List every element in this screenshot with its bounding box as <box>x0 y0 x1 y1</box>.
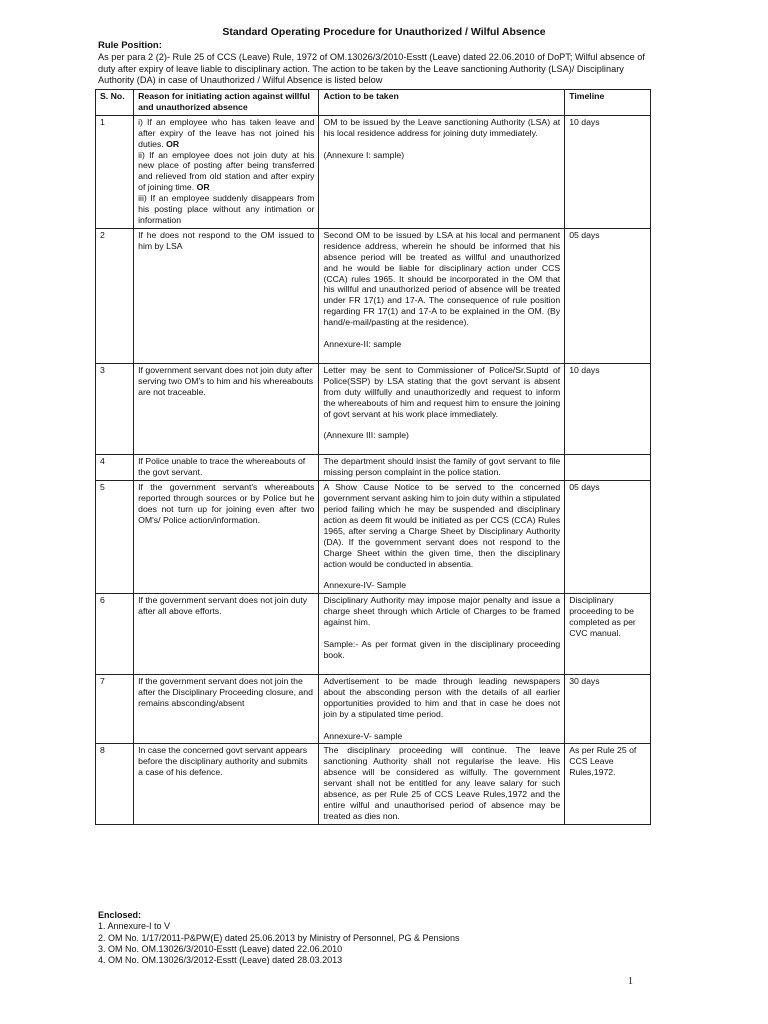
row-sno: 3 <box>96 363 134 454</box>
row-sno: 5 <box>96 481 134 594</box>
sop-table <box>95 89 651 825</box>
row-timeline: 10 days <box>565 363 651 454</box>
annexure-ref: Annexure-II: sample <box>323 339 402 350</box>
row-timeline: 10 days <box>565 115 651 228</box>
reason-clause: i) If an employee who has taken leave and after expiry of the leave has not joined his duties. <box>138 116 315 149</box>
enclosed-section <box>98 910 460 966</box>
row-action <box>319 115 565 228</box>
row-timeline: 30 days <box>565 674 651 744</box>
annexure-ref: (Annexure I: sample) <box>323 149 405 160</box>
row-sno: 4 <box>96 455 134 481</box>
annexure-ref: Annexure-IV- Sample <box>323 580 407 591</box>
table-row <box>96 744 651 824</box>
enclosed-item: 2. OM No. 1/17/2011-P&PW(E) dated 25.06.2013 by Ministry of Personnel, PG & Pensions <box>98 932 460 943</box>
row-action: The department should insist the family of govt servant to file missing person complaint in the police station. <box>319 455 565 481</box>
or-connector: OR <box>166 138 180 149</box>
header-reason: Reason for initiating action against willful and unauthorized absence <box>134 90 319 116</box>
row-sno: 1 <box>96 115 134 228</box>
table-header-row <box>96 90 651 116</box>
rule-position-label: Rule Position: <box>98 40 162 51</box>
row-sno: 7 <box>96 674 134 744</box>
row-action: The disciplinary proceeding will continue. The leave sanctioning Authority shall not regularise the leave. His absence will be considered as wilfully. The government servant shall not be entitled for any leave salary for such absence, as per Rule 25 of CCS Leave Rules,1972 and the entire wilful and unauthorised period of absence may be treated as dies non. <box>319 744 565 824</box>
annexure-ref: (Annexure III: sample) <box>323 430 409 441</box>
document-title: Standard Operating Procedure for Unauthorized / Wilful Absence <box>222 26 546 38</box>
action-text: Second OM to be issued by LSA at his local and permanent residence address, wherein he should be informed that his absence period will be treated as willful and unauthorized and he would be liable for disciplinary action under CCS (CCA) rules 1965. It should be incorporated in the OM that his willful and unauthorized period of absence will be treated under FR 17(1) and 17-A. The consequence of rule position regarding FR 17(1) and 17-A to be explained in the OM. (By hand/e-mail/pasting at the residence). <box>323 229 561 328</box>
row-action <box>319 594 565 675</box>
enclosed-item: 4. OM No. OM.13026/3/2012-Esstt (Leave) dated 28.03.2013 <box>98 955 343 966</box>
enclosed-item: 1. Annexure-I to V <box>98 921 171 932</box>
row-reason <box>134 115 319 228</box>
table-row <box>96 115 651 228</box>
reason-clause: iii) If an employee suddenly disappears from his posting place without any intimation or information <box>138 193 315 225</box>
row-action <box>319 363 565 454</box>
table-row <box>96 228 651 363</box>
row-reason: In case the concerned govt servant appears before the disciplinary authority and submits a case of his defence. <box>134 744 319 824</box>
row-sno: 6 <box>96 594 134 675</box>
row-timeline: 05 days <box>565 481 651 594</box>
action-text: Disciplinary Authority may impose major penalty and issue a charge sheet through which Article of Charges to be framed against him. <box>323 595 561 628</box>
row-action <box>319 481 565 594</box>
row-reason: If the government servant does not join the after the Disciplinary Proceeding closure, and remains absconding/absent <box>134 674 319 744</box>
or-connector: OR <box>196 182 210 193</box>
reason-clause: ii) If an employee does not join duty at his new place of posting after being transferred and relieved from old station and after expiry of joining time. <box>138 149 315 193</box>
annexure-ref: Annexure-V- sample <box>323 730 403 741</box>
table-row <box>96 455 651 481</box>
row-timeline <box>565 455 651 481</box>
row-reason: If the government servant does not join duty after all above efforts. <box>134 594 319 675</box>
row-reason: If government servant does not join duty after serving two OM's to him and his whereabouts are not traceable. <box>134 363 319 454</box>
header-sno: S. No. <box>96 90 134 116</box>
row-action <box>319 228 565 363</box>
row-reason: If he does not respond to the OM issued to him by LSA <box>134 228 319 363</box>
table-row <box>96 363 651 454</box>
enclosed-heading: Enclosed: <box>98 910 142 920</box>
action-text: Advertisement to be made through leading newspapers about the absconding person with the details of all earlier opportunities provided to him and that in case he does not join by a stipulated time period. <box>323 675 561 719</box>
row-timeline: 05 days <box>565 228 651 363</box>
row-sno: 8 <box>96 744 134 824</box>
row-reason: If Police unable to trace the whereabouts of the govt servant. <box>134 455 319 481</box>
table-row <box>96 481 651 594</box>
table-row <box>96 594 651 675</box>
row-action <box>319 674 565 744</box>
row-reason: If the government servant's whereabouts reported through sources or by Police but he does not turn up for joining even after two OM's/ Police action/information. <box>134 481 319 594</box>
page-number: 1 <box>628 976 633 987</box>
row-timeline: Disciplinary proceeding to be completed as per CVC manual. <box>565 594 651 675</box>
intro-paragraph: As per para 2 (2)- Rule 25 of CCS (Leave) Rule, 1972 of OM.13026/3/2010-Esstt (Leave) dated 22.06.2010 of DoPT; Wilful absence of duty after expiry of leave liable to disciplinary action. The action to be taken by the Leave sanctioning Authority (LSA)/ Disciplinary Authority (DA) in case of Unauthorized / Wilful Absence is listed below <box>98 52 645 86</box>
action-text: Letter may be sent to Commissioner of Police/Sr.Suptd of Police(SSP) by LSA stating that the govt servant is absent from duty willfully and unauthorizedly and request to inform the whereabouts of him and request him to ensure the joining of govt servant at his work place immediately. <box>323 364 561 419</box>
action-text: OM to be issued by the Leave sanctioning Authority (LSA) at his local residence address for joining duty immediately. <box>323 116 561 138</box>
enclosed-item: 3. OM No. OM.13026/3/2010-Esstt (Leave) dated 22.06.2010 <box>98 943 343 954</box>
row-timeline: As per Rule 25 of CCS Leave Rules,1972. <box>565 744 651 824</box>
header-action: Action to be taken <box>319 90 565 116</box>
row-sno: 2 <box>96 228 134 363</box>
annexure-ref: Sample:- As per format given in the disciplinary proceeding book. <box>323 639 561 660</box>
table-row <box>96 674 651 744</box>
action-text: A Show Cause Notice to be served to the concerned government servant asking him to join duty within a stipulated period failing which he may be suspended and disciplinary action as deem fit would be initiated as per CCS (CCA) Rules 1965, after serving a Charge Sheet by Disciplinary Authority (DA). If the government servant does not respond to the Charge Sheet within the given time, then the disciplinary action would be conducted in absentia. <box>323 482 561 569</box>
header-timeline: Timeline <box>565 90 651 116</box>
